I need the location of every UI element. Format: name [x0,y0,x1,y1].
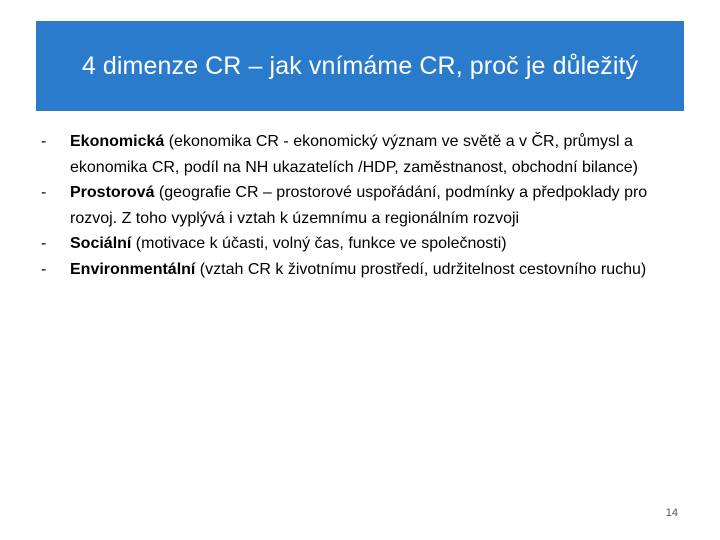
slide-title: 4 dimenze CR – jak vnímáme CR, proč je důležitý [81,51,639,80]
bullet-text: (geografie CR – prostorové uspořádání, podmínky a předpoklady pro rozvoj. Z toho vyplývá i vztah k územnímu a regionálním rozvoji [70,184,648,227]
bullet-list [41,129,681,282]
bullet-text: (ekonomika CR - ekonomický význam ve světě a v ČR, průmysl a ekonomika CR, podíl na NH ukazatelích /HDP, zaměstnanost, obchodní bilance) [70,133,639,176]
bullet-text: (motivace k účasti, volný čas, funkce ve společnosti) [131,235,507,252]
page-number: 14 [665,507,678,519]
bullet-item-prostorova [41,180,681,231]
bullet-marker: - [41,133,47,150]
bullet-marker: - [41,184,47,201]
bullet-term: Sociální [70,235,132,252]
bullet-item-ekonomicka [41,129,681,180]
bullet-term: Environmentální [70,260,196,278]
bullet-item-socialni [41,231,681,257]
bullet-marker: - [41,260,47,278]
bullet-item-environmentalni [41,257,681,283]
title-bar [36,21,684,111]
bullet-term: Ekonomická [70,133,165,150]
bullet-marker: - [41,235,47,252]
bullet-term: Prostorová [70,184,155,201]
bullet-text: (vztah CR k životnímu prostředí, udržitelnost cestovního ruchu) [195,260,647,278]
